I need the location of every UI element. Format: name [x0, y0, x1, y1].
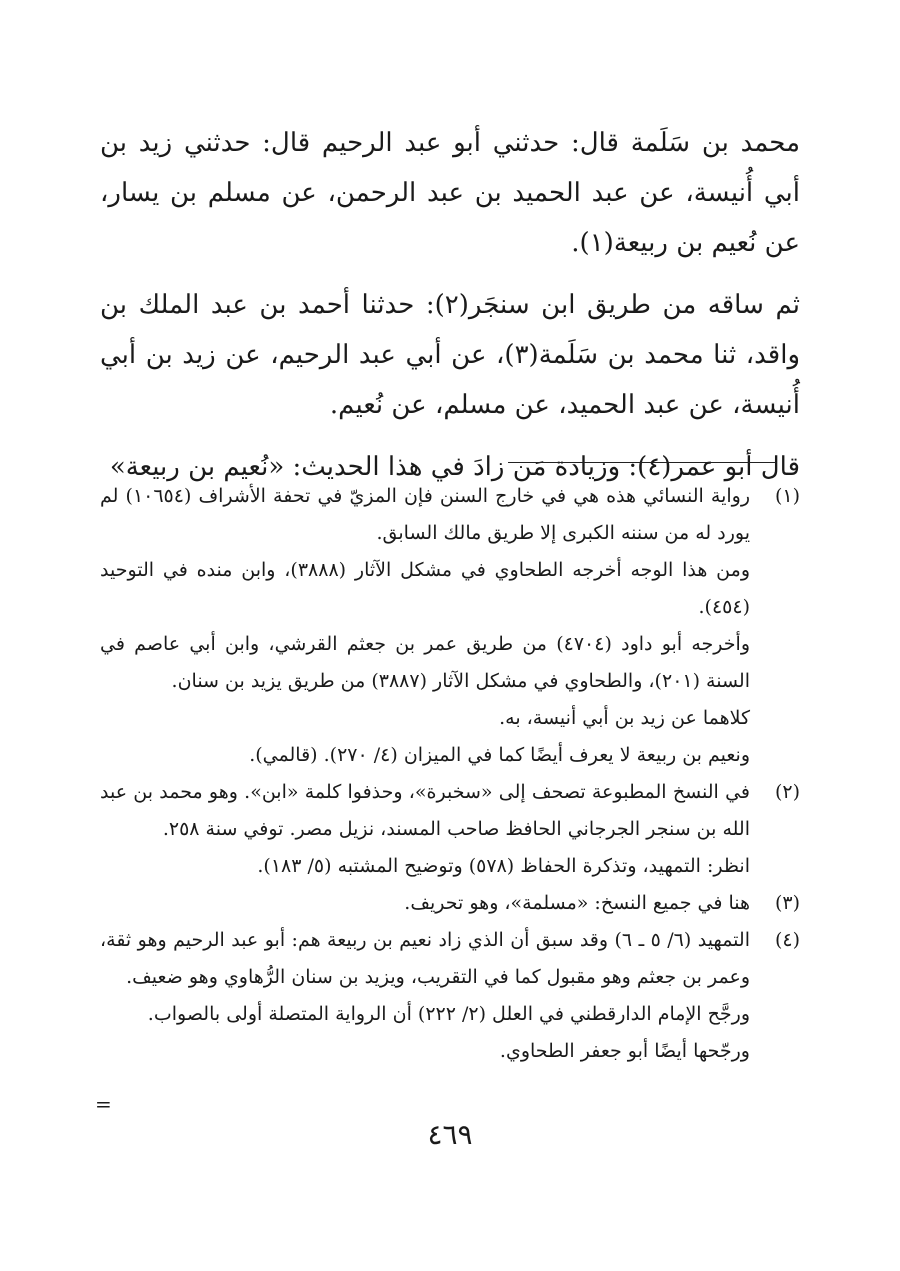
footnote-2: [100, 774, 800, 885]
footnote-4: [100, 922, 800, 1070]
footnote-3: [100, 885, 800, 922]
footnote-number: (٢): [774, 781, 800, 803]
main-text: [100, 118, 800, 492]
page-number: ٤٦٩: [427, 1118, 473, 1151]
footnote-number: (٤): [774, 929, 800, 951]
main-paragraph-3: قال أبو عمر(٤): وزيادة مَن زادَ في هذا الحديث: «نُعيم بن ربيعة»: [109, 452, 800, 482]
footnote-number: (٣): [774, 892, 800, 914]
continuation-mark: =: [95, 1092, 112, 1116]
footnote-number: (١): [774, 485, 800, 507]
footnote-separator: [508, 462, 776, 463]
footnote-line: ونعيم بن ربيعة لا يعرف أيضًا كما في الميزان (٤/ ٢٧٠). (قالمي).: [249, 744, 750, 766]
footnote-line: التمهيد (٦/ ٥ ـ ٦) وقد سبق أن الذي زاد نعيم بن ربيعة هم: أبو عبد الرحيم وهو ثقة، وعمر بن جعثم وهو مقبول كما في التقريب، ويزيد بن سنان الرُّهاوي وهو ضعيف.: [100, 929, 750, 988]
footnotes: [100, 478, 800, 1070]
footnote-line: هنا في جميع النسخ: «مسلمة»، وهو تحريف.: [404, 892, 750, 914]
footnote-1: [100, 478, 800, 774]
main-paragraph-1: محمد بن سَلَمة قال: حدثني أبو عبد الرحيم قال: حدثني زيد بن أبي أُنيسة، عن عبد الحميد بن عبد الرحمن، عن مسلم بن يسار، عن نُعيم بن ربيعة(١).: [100, 128, 800, 258]
footnote-line: انظر: التمهيد، وتذكرة الحفاظ (٥٧٨) وتوضيح المشتبه (٥/ ١٨٣).: [257, 855, 750, 877]
footnote-line: ورجَّح الإمام الدارقطني في العلل (٢/ ٢٢٢) أن الرواية المتصلة أولى بالصواب.: [147, 1003, 750, 1025]
footnote-line: ورجّحها أيضًا أبو جعفر الطحاوي.: [499, 1040, 750, 1062]
footnote-line: في النسخ المطبوعة تصحف إلى «سخبرة»، وحذفوا كلمة «ابن». وهو محمد بن عبد الله بن سنجر الجرجاني الحافظ صاحب المسند، نزيل مصر. توفي سنة ٢٥٨.: [100, 781, 750, 840]
footnote-line: ومن هذا الوجه أخرجه الطحاوي في مشكل الآثار (٣٨٨٨)، وابن منده في التوحيد (٤٥٤).: [100, 559, 750, 618]
footnote-line: كلاهما عن زيد بن أبي أنيسة، به.: [499, 707, 750, 729]
footnote-line: رواية النسائي هذه هي في خارج السنن فإن المزيّ في تحفة الأشراف (١٠٦٥٤) لم يورد له من سننه الكبرى إلا طريق مالك السابق.: [100, 485, 751, 544]
footnote-line: وأخرجه أبو داود (٤٧٠٤) من طريق عمر بن جعثم القرشي، وابن أبي عاصم في السنة (٢٠١)، والطحاوي في مشكل الآثار (٣٨٨٧) من طريق يزيد بن سنان.: [100, 633, 750, 692]
main-paragraph-2: ثم ساقه من طريق ابن سنجَر(٢): حدثنا أحمد بن عبد الملك بن واقد، ثنا محمد بن سَلَمة(٣)، عن أبي عبد الرحيم، عن زيد بن أبي أُنيسة، عن عبد الحميد، عن مسلم، عن نُعيم.: [100, 290, 801, 420]
